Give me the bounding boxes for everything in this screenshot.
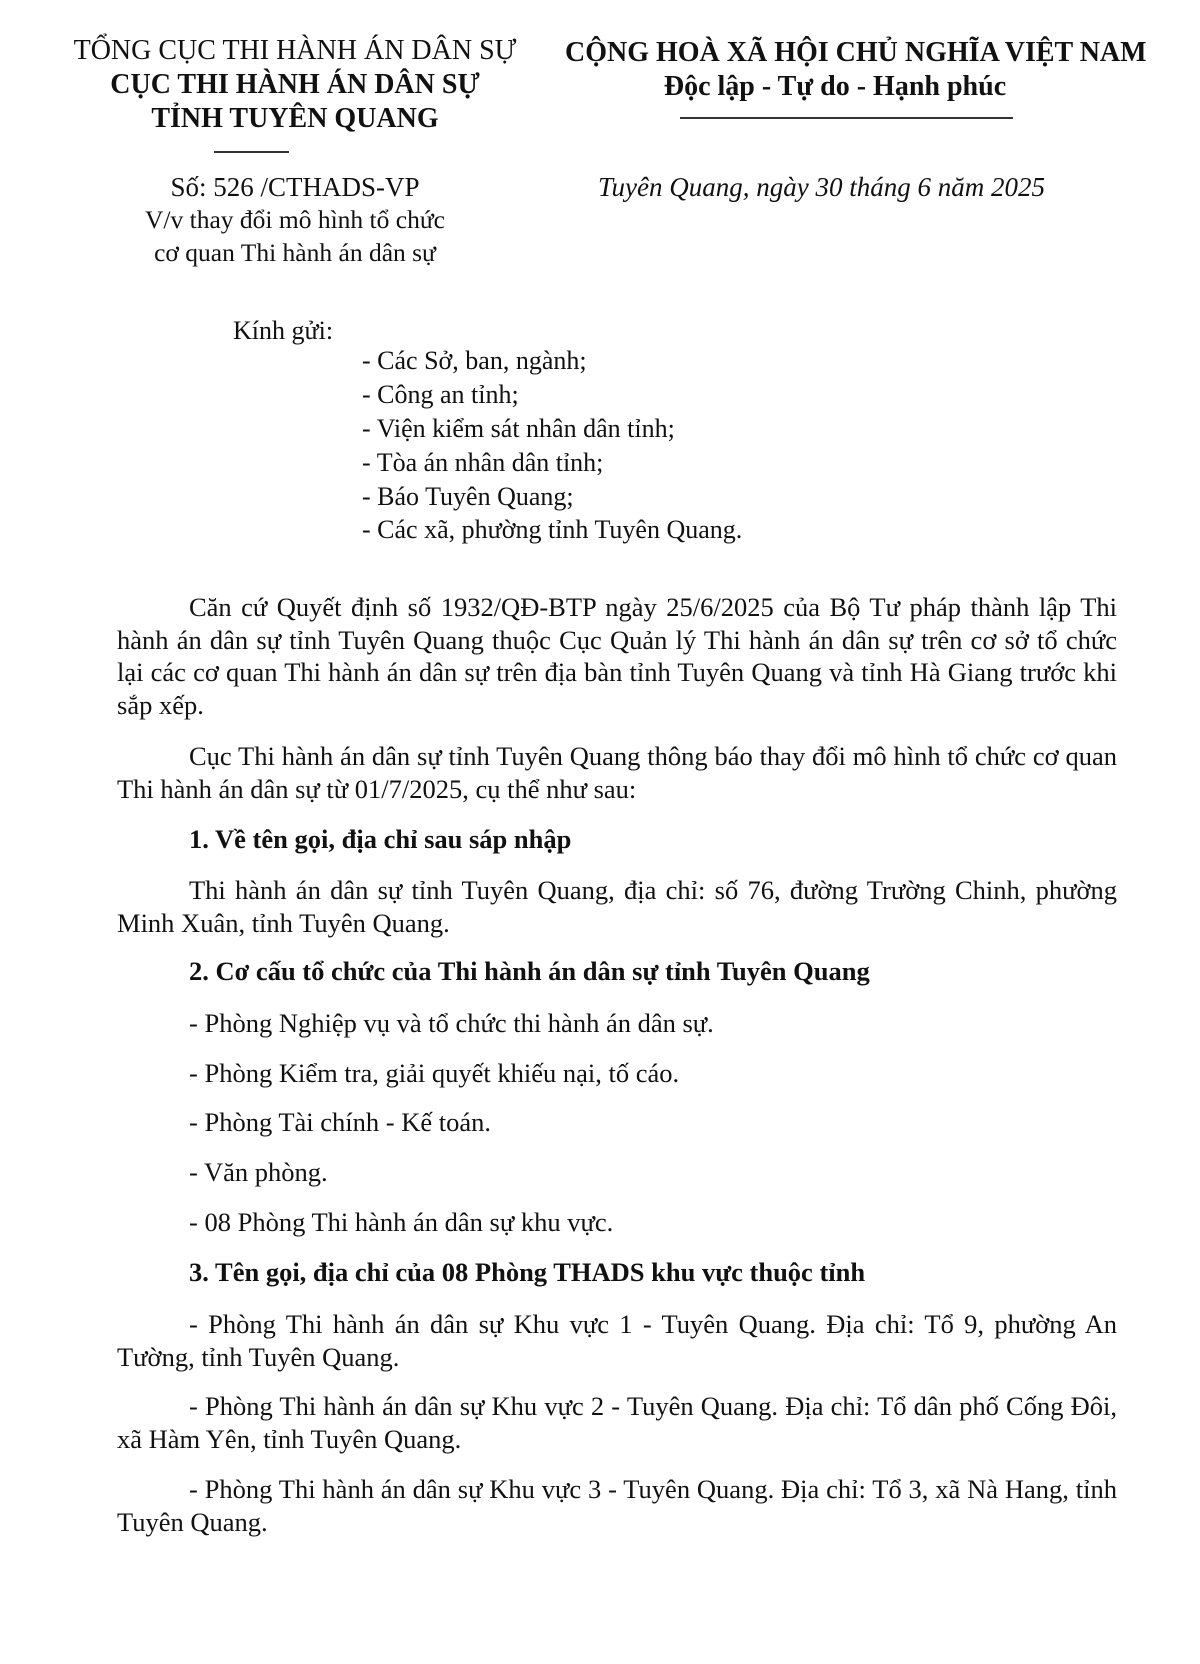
org-unit-item: - Phòng Nghiệp vụ và tổ chức thi hành án dân sự. xyxy=(189,1008,714,1038)
section3-heading: 3. Tên gọi, địa chỉ của 08 Phòng THADS khu vực thuộc tỉnh xyxy=(189,1257,866,1287)
recipients-label: Kính gửi: xyxy=(233,316,334,345)
recipient-item: - Viện kiểm sát nhân dân tỉnh; xyxy=(362,414,675,443)
country-name: CỘNG HOÀ XÃ HỘI CHỦ NGHĨA VIỆT NAM xyxy=(565,37,1147,68)
section2-heading: 2. Cơ cấu tổ chức của Thi hành án dân sự tỉnh Tuyên Quang xyxy=(189,956,870,986)
section1-text: Thi hành án dân sự tỉnh Tuyên Quang, địa chỉ: số 76, đường Trường Chinh, phường Minh Xuân, tỉnh Tuyên Quang. xyxy=(117,875,1117,938)
agency-name-line1: CỤC THI HÀNH ÁN DÂN SỰ xyxy=(110,69,480,100)
place-date: Tuyên Quang, ngày 30 tháng 6 năm 2025 xyxy=(598,172,1045,202)
org-unit-item: - Phòng Tài chính - Kế toán. xyxy=(189,1107,491,1137)
paragraph-announcement: Cục Thi hành án dân sự tỉnh Tuyên Quang thông báo thay đổi mô hình tổ chức cơ quan Thi hành án dân sự từ 01/7/2025, cụ thể như sau: xyxy=(117,741,1117,804)
agency-name-line2: TỈNH TUYÊN QUANG xyxy=(151,103,439,134)
paragraph-legal-basis: Căn cứ Quyết định số 1932/QĐ-BTP ngày 25/6/2025 của Bộ Tư pháp thành lập Thi hành án dân sự tỉnh Tuyên Quang thuộc Cục Quản lý Thi hành án dân sự trên cơ sở tổ chức lại các cơ quan Thi hành án dân sự trên địa bàn tỉnh Tuyên Quang và tỉnh Hà Giang trước khi sắp xếp. xyxy=(117,592,1117,720)
section1-heading: 1. Về tên gọi, địa chỉ sau sáp nhập xyxy=(189,824,572,854)
motto: Độc lập - Tự do - Hạnh phúc xyxy=(663,71,1007,102)
regional-office-item: - Phòng Thi hành án dân sự Khu vực 1 - Tuyên Quang. Địa chỉ: Tổ 9, phường An Tường, tỉnh Tuyên Quang. xyxy=(117,1309,1117,1372)
recipient-item: - Tòa án nhân dân tỉnh; xyxy=(362,448,604,477)
agency-parent: TỔNG CỤC THI HÀNH ÁN DÂN SỰ xyxy=(73,35,517,66)
motto-underline xyxy=(680,117,1013,119)
recipient-item: - Các xã, phường tỉnh Tuyên Quang. xyxy=(362,515,743,544)
subject-line2: cơ quan Thi hành án dân sự xyxy=(154,238,436,267)
subject-line1: V/v thay đổi mô hình tổ chức xyxy=(145,205,445,234)
org-unit-item: - 08 Phòng Thi hành án dân sự khu vực. xyxy=(189,1207,614,1237)
agency-underline xyxy=(214,151,289,153)
org-unit-item: - Văn phòng. xyxy=(189,1157,328,1187)
recipient-item: - Các Sở, ban, ngành; xyxy=(362,346,587,375)
regional-office-item: - Phòng Thi hành án dân sự Khu vực 3 - Tuyên Quang. Địa chỉ: Tổ 3, xã Nà Hang, tỉnh Tuyên Quang. xyxy=(117,1474,1117,1537)
recipient-item: - Công an tỉnh; xyxy=(362,380,519,409)
recipient-item: - Báo Tuyên Quang; xyxy=(362,482,574,511)
regional-office-item: - Phòng Thi hành án dân sự Khu vực 2 - Tuyên Quang. Địa chỉ: Tổ dân phố Cống Đôi, xã Hàm Yên, tỉnh Tuyên Quang. xyxy=(117,1391,1117,1454)
org-unit-item: - Phòng Kiểm tra, giải quyết khiếu nại, tố cáo. xyxy=(189,1058,680,1088)
document-number: Số: 526 /CTHADS-VP xyxy=(170,172,420,202)
